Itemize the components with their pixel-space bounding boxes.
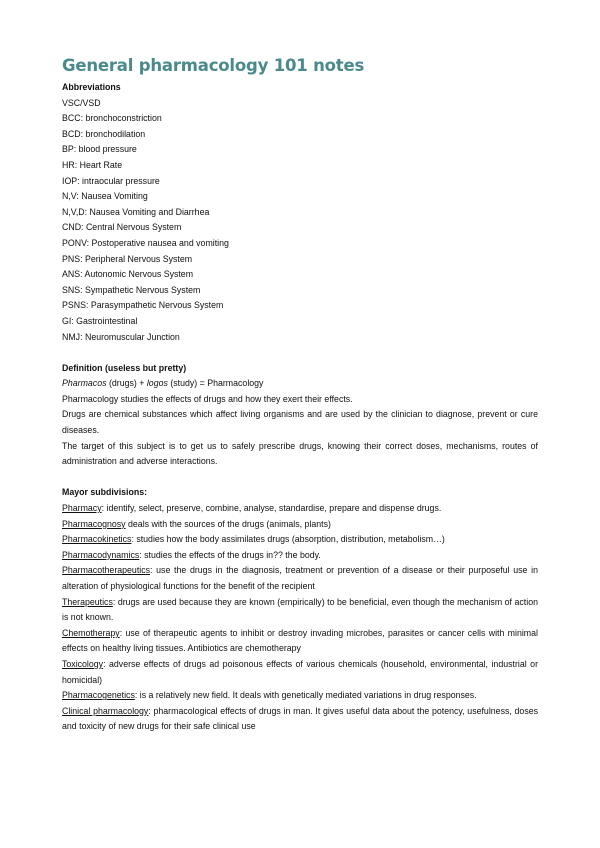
abbreviation-item: PNS: Peripheral Nervous System [62, 253, 193, 264]
abbreviation-item: GI: Gastrointestinal [62, 315, 138, 326]
etymology-gloss-study: (study) = Pharmacology [167, 378, 264, 389]
definition-section [62, 361, 538, 470]
subdivision-item [62, 688, 538, 704]
abbreviation-item: BCD: bronchodilation [62, 128, 146, 139]
subdivision-term: Therapeutics [62, 596, 113, 607]
subdivision-text: : adverse effects of drugs ad poisonous effects of various chemicals (household, environmental, industrial or homicidal) [62, 658, 538, 685]
abbreviation-item: HR: Heart Rate [62, 159, 123, 170]
subdivision-text: deals with the sources of the drugs (animals, plants) [125, 518, 331, 529]
abbreviation-item: NMJ: Neuromuscular Junction [62, 331, 180, 342]
subdivision-text: : drugs are used because they are known (empirically) to be beneficial, even though the mechanism of action is not known. [62, 596, 538, 623]
subdivision-item [62, 657, 538, 688]
abbreviation-item: N,V: Nausea Vomiting [62, 191, 148, 202]
subdivision-term: Pharmacy [62, 503, 102, 514]
subdivision-text: : use of therapeutic agents to inhibit or destroy invading microbes, parasites or cancer cells with minimal effects on healthy living tissues. Antibiotics are chemotherapy [62, 627, 538, 654]
etymology-word-pharmacos: Pharmacos [62, 378, 107, 389]
subdivision-term: Pharmacotherapeutics [62, 565, 151, 576]
subdivision-text: : identify, select, preserve, combine, analyse, standardise, prepare and dispense drugs. [101, 503, 442, 514]
abbreviation-item: PONV: Postoperative nausea and vomiting [62, 237, 229, 248]
etymology-word-logos: logos [146, 378, 168, 389]
subdivisions-heading: Mayor subdivisions: [62, 487, 148, 498]
document-title: General pharmacology 101 notes [62, 56, 365, 75]
definition-paragraph: Pharmacology studies the effects of drugs and how they exert their effects. [62, 393, 353, 404]
subdivision-term: Chemotherapy [62, 627, 120, 638]
subdivision-item [62, 548, 538, 564]
subdivision-text: : is a relatively new field. It deals with genetically mediated variations in drug responses. [134, 690, 477, 701]
abbreviation-item: CND: Central Nervous System [62, 222, 182, 233]
subdivision-term: Clinical pharmacology [62, 705, 149, 716]
subdivision-item [62, 595, 538, 626]
document-page [62, 54, 538, 735]
abbreviations-heading: Abbreviations [62, 82, 121, 92]
subdivision-text: : studies the effects of the drugs in?? the body. [139, 549, 321, 560]
abbreviation-item: VSC/VSD [62, 97, 101, 108]
subdivision-item [62, 704, 538, 735]
subdivision-item [62, 626, 538, 657]
abbreviation-item: IOP: intraocular pressure [62, 175, 160, 186]
subdivision-item [62, 517, 538, 533]
abbreviation-item: SNS: Sympathetic Nervous System [62, 284, 201, 295]
subdivision-term: Pharmacokinetics [62, 534, 132, 545]
subdivision-text: : use the drugs in the diagnosis, treatment or prevention of a disease or their purposeful use in alteration of physiological functions for the benefit of the recipient [62, 565, 538, 591]
subdivision-item [62, 532, 538, 548]
definition-heading: Definition (useless but pretty) [62, 362, 187, 373]
etymology-gloss-drugs: (drugs) + [106, 378, 147, 389]
subdivision-text: : pharmacological effects of drugs in man. It gives useful data about the potency, usefulness, doses and toxicity of new drugs for their safe clinical use [62, 705, 539, 732]
subdivision-item [62, 501, 538, 517]
subdivisions-section [62, 485, 538, 735]
definition-paragraph: The target of this subject is to get us to safely prescribe drugs, knowing their correct doses, mechanisms, routes of administration and adverse interactions. [62, 440, 538, 467]
definition-paragraph: Drugs are chemical substances which affect living organisms and are used by the clinician to diagnose, prevent or cure diseases. [62, 409, 538, 436]
abbreviation-item: ANS: Autonomic Nervous System [62, 269, 194, 280]
abbreviations-section [62, 80, 538, 345]
abbreviation-item: N,V,D: Nausea Vomiting and Diarrhea [62, 206, 210, 217]
etymology-line [62, 376, 538, 392]
subdivision-term: Toxicology [62, 658, 104, 669]
subdivision-item [62, 563, 538, 594]
abbreviation-item: BCC: bronchoconstriction [62, 113, 162, 124]
abbreviation-item: BP: blood pressure [62, 144, 137, 155]
abbreviation-item: PSNS: Parasympathetic Nervous System [62, 300, 224, 311]
subdivision-term: Pharmacogenetics [62, 690, 135, 701]
subdivision-text: : studies how the body assimilates drugs (absorption, distribution, metabolism…) [131, 534, 445, 545]
subdivision-term: Pharmacodynamics [62, 549, 140, 560]
abbreviations-list [62, 96, 538, 346]
subdivision-term: Pharmacognosy [62, 518, 126, 529]
